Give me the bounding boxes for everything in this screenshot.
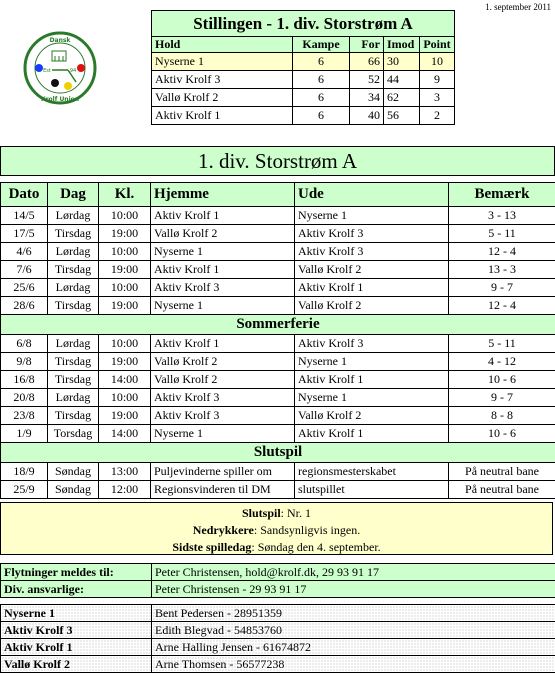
- match-note: 5 - 11: [449, 335, 555, 353]
- home-team: Vallø Krolf 2: [151, 353, 295, 371]
- match-row: [1, 207, 555, 225]
- away-team: slutspillet: [295, 481, 449, 499]
- contact-row: [1, 564, 555, 581]
- match-row: [1, 371, 555, 389]
- away-team: regionsmesterskabet: [295, 463, 449, 481]
- match-row: [1, 335, 555, 353]
- match-date: 14/5: [1, 207, 48, 225]
- match-date: 1/9: [1, 425, 48, 443]
- match-note: På neutral bane: [449, 463, 555, 481]
- schedule-table: [0, 182, 555, 499]
- away-team: Nyserne 1: [295, 353, 449, 371]
- points-for: 40: [350, 107, 384, 125]
- match-day: Lørdag: [48, 335, 99, 353]
- away-team: Nyserne 1: [295, 389, 449, 407]
- match-note: 12 - 4: [449, 243, 555, 261]
- captain-team: Vallø Krolf 2: [1, 656, 152, 673]
- points-against: 44: [384, 71, 420, 89]
- standings-row: [152, 71, 455, 89]
- home-team: Vallø Krolf 2: [151, 371, 295, 389]
- match-date: 25/6: [1, 279, 48, 297]
- match-time: 10:00: [99, 207, 151, 225]
- captain-contact: Arne Halling Jensen - 61674872: [152, 639, 555, 656]
- match-row: [1, 463, 555, 481]
- contacts-table: [0, 563, 555, 598]
- home-team: Aktiv Krolf 1: [151, 335, 295, 353]
- match-time: 19:00: [99, 297, 151, 315]
- match-time: 10:00: [99, 279, 151, 297]
- col-kl: Kl.: [99, 183, 151, 207]
- contact-label: Flytninger meldes til:: [1, 564, 152, 581]
- match-date: 23/8: [1, 407, 48, 425]
- info-box: [0, 502, 553, 555]
- home-team: Aktiv Krolf 1: [151, 261, 295, 279]
- match-time: 10:00: [99, 389, 151, 407]
- match-time: 19:00: [99, 353, 151, 371]
- match-day: Tirsdag: [48, 353, 99, 371]
- home-team: Aktiv Krolf 1: [151, 207, 295, 225]
- match-date: 17/5: [1, 225, 48, 243]
- games: 6: [293, 53, 350, 71]
- standings-table: [151, 10, 455, 125]
- points: 2: [420, 107, 455, 125]
- away-team: Vallø Krolf 2: [295, 297, 449, 315]
- away-team: Aktiv Krolf 3: [295, 243, 449, 261]
- captain-team: Aktiv Krolf 1: [1, 639, 152, 656]
- points-against: 62: [384, 89, 420, 107]
- captain-row: [1, 605, 555, 622]
- match-time: 19:00: [99, 261, 151, 279]
- match-time: 10:00: [99, 243, 151, 261]
- captain-contact: Arne Thomsen - 56577238: [152, 656, 555, 673]
- match-date: 25/9: [1, 481, 48, 499]
- match-day: Søndag: [48, 481, 99, 499]
- match-time: 14:00: [99, 425, 151, 443]
- match-note: 3 - 13: [449, 207, 555, 225]
- home-team: Nyserne 1: [151, 297, 295, 315]
- team-name: Nyserne 1: [152, 53, 293, 71]
- points: 9: [420, 71, 455, 89]
- games: 6: [293, 71, 350, 89]
- col-hold: Hold: [152, 37, 293, 53]
- points: 3: [420, 89, 455, 107]
- match-row: [1, 353, 555, 371]
- match-time: 19:00: [99, 407, 151, 425]
- home-team: Aktiv Krolf 3: [151, 407, 295, 425]
- points-against: 56: [384, 107, 420, 125]
- match-day: Lørdag: [48, 243, 99, 261]
- match-note: 9 - 7: [449, 279, 555, 297]
- division-title: 1. div. Storstrøm A: [0, 146, 555, 176]
- match-row: [1, 279, 555, 297]
- standings-title: Stillingen - 1. div. Storstrøm A: [152, 11, 455, 37]
- col-ude: Ude: [295, 183, 449, 207]
- games: 6: [293, 89, 350, 107]
- home-team: Nyserne 1: [151, 425, 295, 443]
- points-against: 30: [384, 53, 420, 71]
- match-date: 18/9: [1, 463, 48, 481]
- home-team: Puljevinderne spiller om: [151, 463, 295, 481]
- red-ball-icon: [77, 64, 85, 72]
- home-team: Aktiv Krolf 3: [151, 389, 295, 407]
- captain-row: [1, 622, 555, 639]
- col-for: For: [350, 37, 384, 53]
- match-day: Torsdag: [48, 425, 99, 443]
- match-date: 16/8: [1, 371, 48, 389]
- logo-right-text: 94: [69, 68, 77, 74]
- logo-left-text: Est: [43, 68, 51, 74]
- col-dag: Dag: [48, 183, 99, 207]
- yellow-ball-icon: [64, 82, 72, 90]
- match-time: 10:00: [99, 335, 151, 353]
- away-team: Nyserne 1: [295, 207, 449, 225]
- team-name: Aktiv Krolf 1: [152, 107, 293, 125]
- away-team: Aktiv Krolf 3: [295, 335, 449, 353]
- match-time: 13:00: [99, 463, 151, 481]
- team-name: Vallø Krolf 2: [152, 89, 293, 107]
- contact-value: Peter Christensen, hold@krolf.dk, 29 93 91 17: [152, 564, 555, 581]
- away-team: Aktiv Krolf 1: [295, 371, 449, 389]
- match-note: På neutral bane: [449, 481, 555, 499]
- match-day: Tirsdag: [48, 407, 99, 425]
- match-day: Lørdag: [48, 389, 99, 407]
- home-team: Vallø Krolf 2: [151, 225, 295, 243]
- match-day: Tirsdag: [48, 225, 99, 243]
- match-day: Søndag: [48, 463, 99, 481]
- club-logo: [22, 30, 98, 106]
- contact-row: [1, 581, 555, 598]
- match-row: [1, 389, 555, 407]
- captains-table: [0, 604, 555, 673]
- match-day: Lørdag: [48, 207, 99, 225]
- match-date: 20/8: [1, 389, 48, 407]
- match-row: [1, 297, 555, 315]
- col-dato: Dato: [1, 183, 48, 207]
- away-team: Vallø Krolf 2: [295, 407, 449, 425]
- standings-row: [152, 107, 455, 125]
- points-for: 66: [350, 53, 384, 71]
- contact-value: Peter Christensen - 29 93 91 17: [152, 581, 555, 598]
- col-hjemme: Hjemme: [151, 183, 295, 207]
- match-date: 4/6: [1, 243, 48, 261]
- col-kampe: Kampe: [293, 37, 350, 53]
- match-note: 10 - 6: [449, 371, 555, 389]
- match-note: 9 - 7: [449, 389, 555, 407]
- match-time: 14:00: [99, 371, 151, 389]
- home-team: Regionsvinderen til DM: [151, 481, 295, 499]
- captain-row: [1, 639, 555, 656]
- logo-bottom-text: Krolf Union: [40, 96, 80, 103]
- captain-team: Nyserne 1: [1, 605, 152, 622]
- match-day: Tirsdag: [48, 261, 99, 279]
- match-day: Tirsdag: [48, 297, 99, 315]
- logo-top-text: Dansk: [49, 37, 71, 44]
- section-slutspil: Slutspil: [1, 443, 555, 463]
- match-day: Tirsdag: [48, 371, 99, 389]
- match-row: [1, 407, 555, 425]
- standings-row: [152, 89, 455, 107]
- info-sidste-spilledag: Sidste spilledag: Søndag den 4. september.: [172, 540, 381, 554]
- home-team: Aktiv Krolf 3: [151, 279, 295, 297]
- match-date: 28/6: [1, 297, 48, 315]
- match-date: 9/8: [1, 353, 48, 371]
- games: 6: [293, 107, 350, 125]
- home-team: Nyserne 1: [151, 243, 295, 261]
- captain-team: Aktiv Krolf 3: [1, 622, 152, 639]
- standings-row: [152, 53, 455, 71]
- info-slutspil: Slutspil: Nr. 1: [241, 506, 312, 520]
- captain-contact: Edith Blegvad - 54853760: [152, 622, 555, 639]
- away-team: Aktiv Krolf 1: [295, 279, 449, 297]
- match-row: [1, 261, 555, 279]
- match-row: [1, 425, 555, 443]
- away-team: Aktiv Krolf 3: [295, 225, 449, 243]
- match-note: 10 - 6: [449, 425, 555, 443]
- points: 10: [420, 53, 455, 71]
- match-row: [1, 481, 555, 499]
- col-imod: Imod: [384, 37, 420, 53]
- away-team: Aktiv Krolf 1: [295, 425, 449, 443]
- away-team: Vallø Krolf 2: [295, 261, 449, 279]
- col-point: Point: [420, 37, 455, 53]
- black-ball-icon: [51, 79, 59, 87]
- match-date: 6/8: [1, 335, 48, 353]
- blue-ball-icon: [35, 64, 43, 72]
- match-time: 19:00: [99, 225, 151, 243]
- match-time: 12:00: [99, 481, 151, 499]
- match-note: 13 - 3: [449, 261, 555, 279]
- match-row: [1, 243, 555, 261]
- match-date: 7/6: [1, 261, 48, 279]
- match-note: 8 - 8: [449, 407, 555, 425]
- captain-contact: Bent Pedersen - 28951359: [152, 605, 555, 622]
- points-for: 52: [350, 71, 384, 89]
- captain-row: [1, 656, 555, 673]
- match-row: [1, 225, 555, 243]
- contact-label: Div. ansvarlige:: [1, 581, 152, 598]
- points-for: 34: [350, 89, 384, 107]
- match-day: Lørdag: [48, 279, 99, 297]
- info-nedrykkere: Nedrykkere: Sandsynligvis ingen.: [192, 523, 361, 537]
- team-name: Aktiv Krolf 3: [152, 71, 293, 89]
- date-stamp: 1. september 2011: [485, 2, 551, 12]
- col-bemaerk: Bemærk: [449, 183, 555, 207]
- section-sommerferie: Sommerferie: [1, 315, 555, 335]
- match-note: 4 - 12: [449, 353, 555, 371]
- match-note: 5 - 11: [449, 225, 555, 243]
- match-note: 12 - 4: [449, 297, 555, 315]
